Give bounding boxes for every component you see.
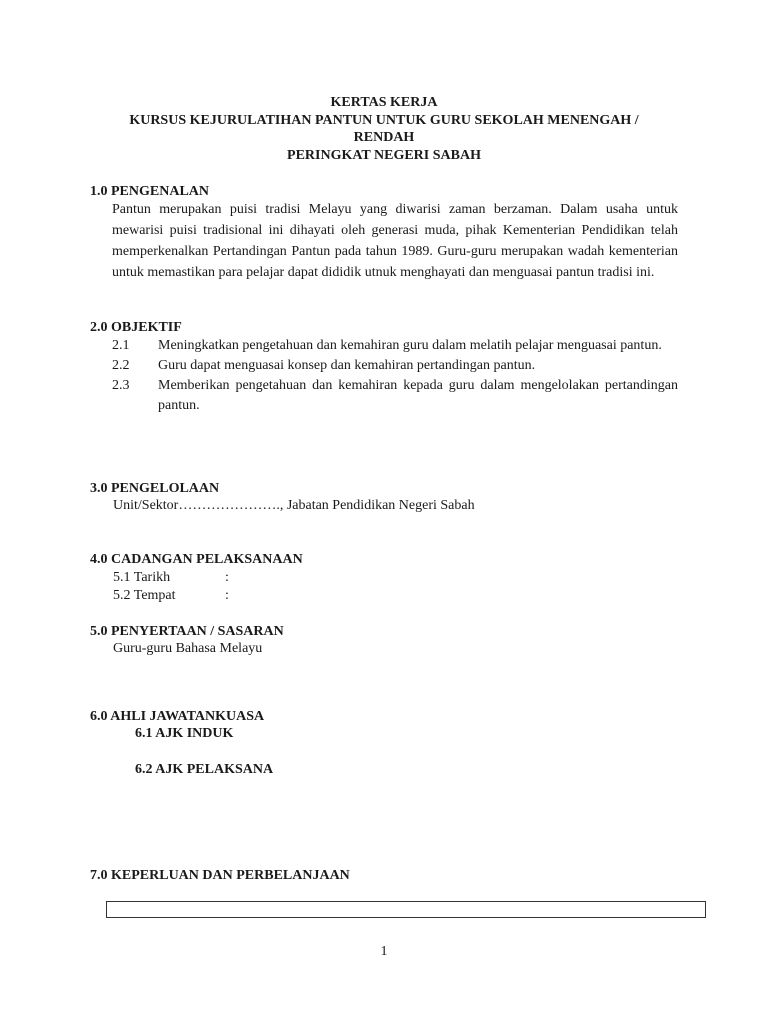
title-line-3: RENDAH xyxy=(353,130,415,145)
objective-item xyxy=(112,336,678,356)
section-1-heading: 1.0 PENGENALAN xyxy=(90,184,210,199)
section-2-heading: 2.0 OBJEKTIF xyxy=(90,320,182,335)
objective-text: Guru dapat menguasai konsep dan kemahiran pertandingan pantun. xyxy=(158,358,536,373)
schedule-separator: : xyxy=(225,588,229,603)
section-6-1-heading: 6.1 AJK INDUK xyxy=(135,726,234,741)
title-line-2: KURSUS KEJURULATIHAN PANTUN UNTUK GURU SEKOLAH MENENGAH / xyxy=(129,112,639,128)
schedule-row-date xyxy=(113,569,229,586)
objective-number: 2.3 xyxy=(112,378,130,393)
objective-text: Meningkatkan pengetahuan dan kemahiran guru dalam melatih pelajar menguasai pantun. xyxy=(158,338,662,353)
schedule-row-place xyxy=(113,587,229,604)
schedule-label: 5.1 Tarikh xyxy=(113,570,171,585)
section-6-heading: 6.0 AHLI JAWATANKUASA xyxy=(90,709,265,724)
title-line-4: PERINGKAT NEGERI SABAH xyxy=(287,147,481,163)
objective-list xyxy=(112,336,678,416)
section-5-heading: 5.0 PENYERTAAN / SASARAN xyxy=(90,624,284,639)
schedule-separator: : xyxy=(225,570,229,585)
section-4-heading: 4.0 CADANGAN PELAKSANAAN xyxy=(90,552,303,567)
section-1-body: Pantun merupakan puisi tradisi Melayu yang diwarisi zaman berzaman. Dalam usaha untuk mewarisi puisi tradisional ini dihayati oleh generasi muda, pihak Kementerian Pendidikan telah memperkenalkan Pertandingan Pantun pada tahun 1989. Guru-guru merupakan wadah kementerian untuk memastikan para pelajar dapat dididik utnuk menghayati dan menguasai pantun tradisi ini. xyxy=(112,202,678,280)
section-5-line: Guru-guru Bahasa Melayu xyxy=(113,641,263,656)
objective-text: Memberikan pengetahuan dan kemahiran kepada guru dalam mengelolakan pertandingan pantun. xyxy=(158,378,678,413)
section-3-heading: 3.0 PENGELOLAAN xyxy=(90,481,220,496)
page-number: 1 xyxy=(380,944,388,959)
objective-item xyxy=(112,356,678,376)
section-3-line: Unit/Sektor…………………., Jabatan Pendidikan Negeri Sabah xyxy=(113,498,475,513)
expense-table xyxy=(106,901,706,918)
section-6-2-heading: 6.2 AJK PELAKSANA xyxy=(135,762,274,777)
objective-number: 2.1 xyxy=(112,338,130,353)
document-title xyxy=(100,94,668,164)
objective-number: 2.2 xyxy=(112,358,130,373)
schedule-label: 5.2 Tempat xyxy=(113,588,176,603)
section-7-heading: 7.0 KEPERLUAN DAN PERBELANJAAN xyxy=(90,868,350,883)
objective-item xyxy=(112,376,678,416)
title-line-1: KERTAS KERJA xyxy=(330,95,438,110)
